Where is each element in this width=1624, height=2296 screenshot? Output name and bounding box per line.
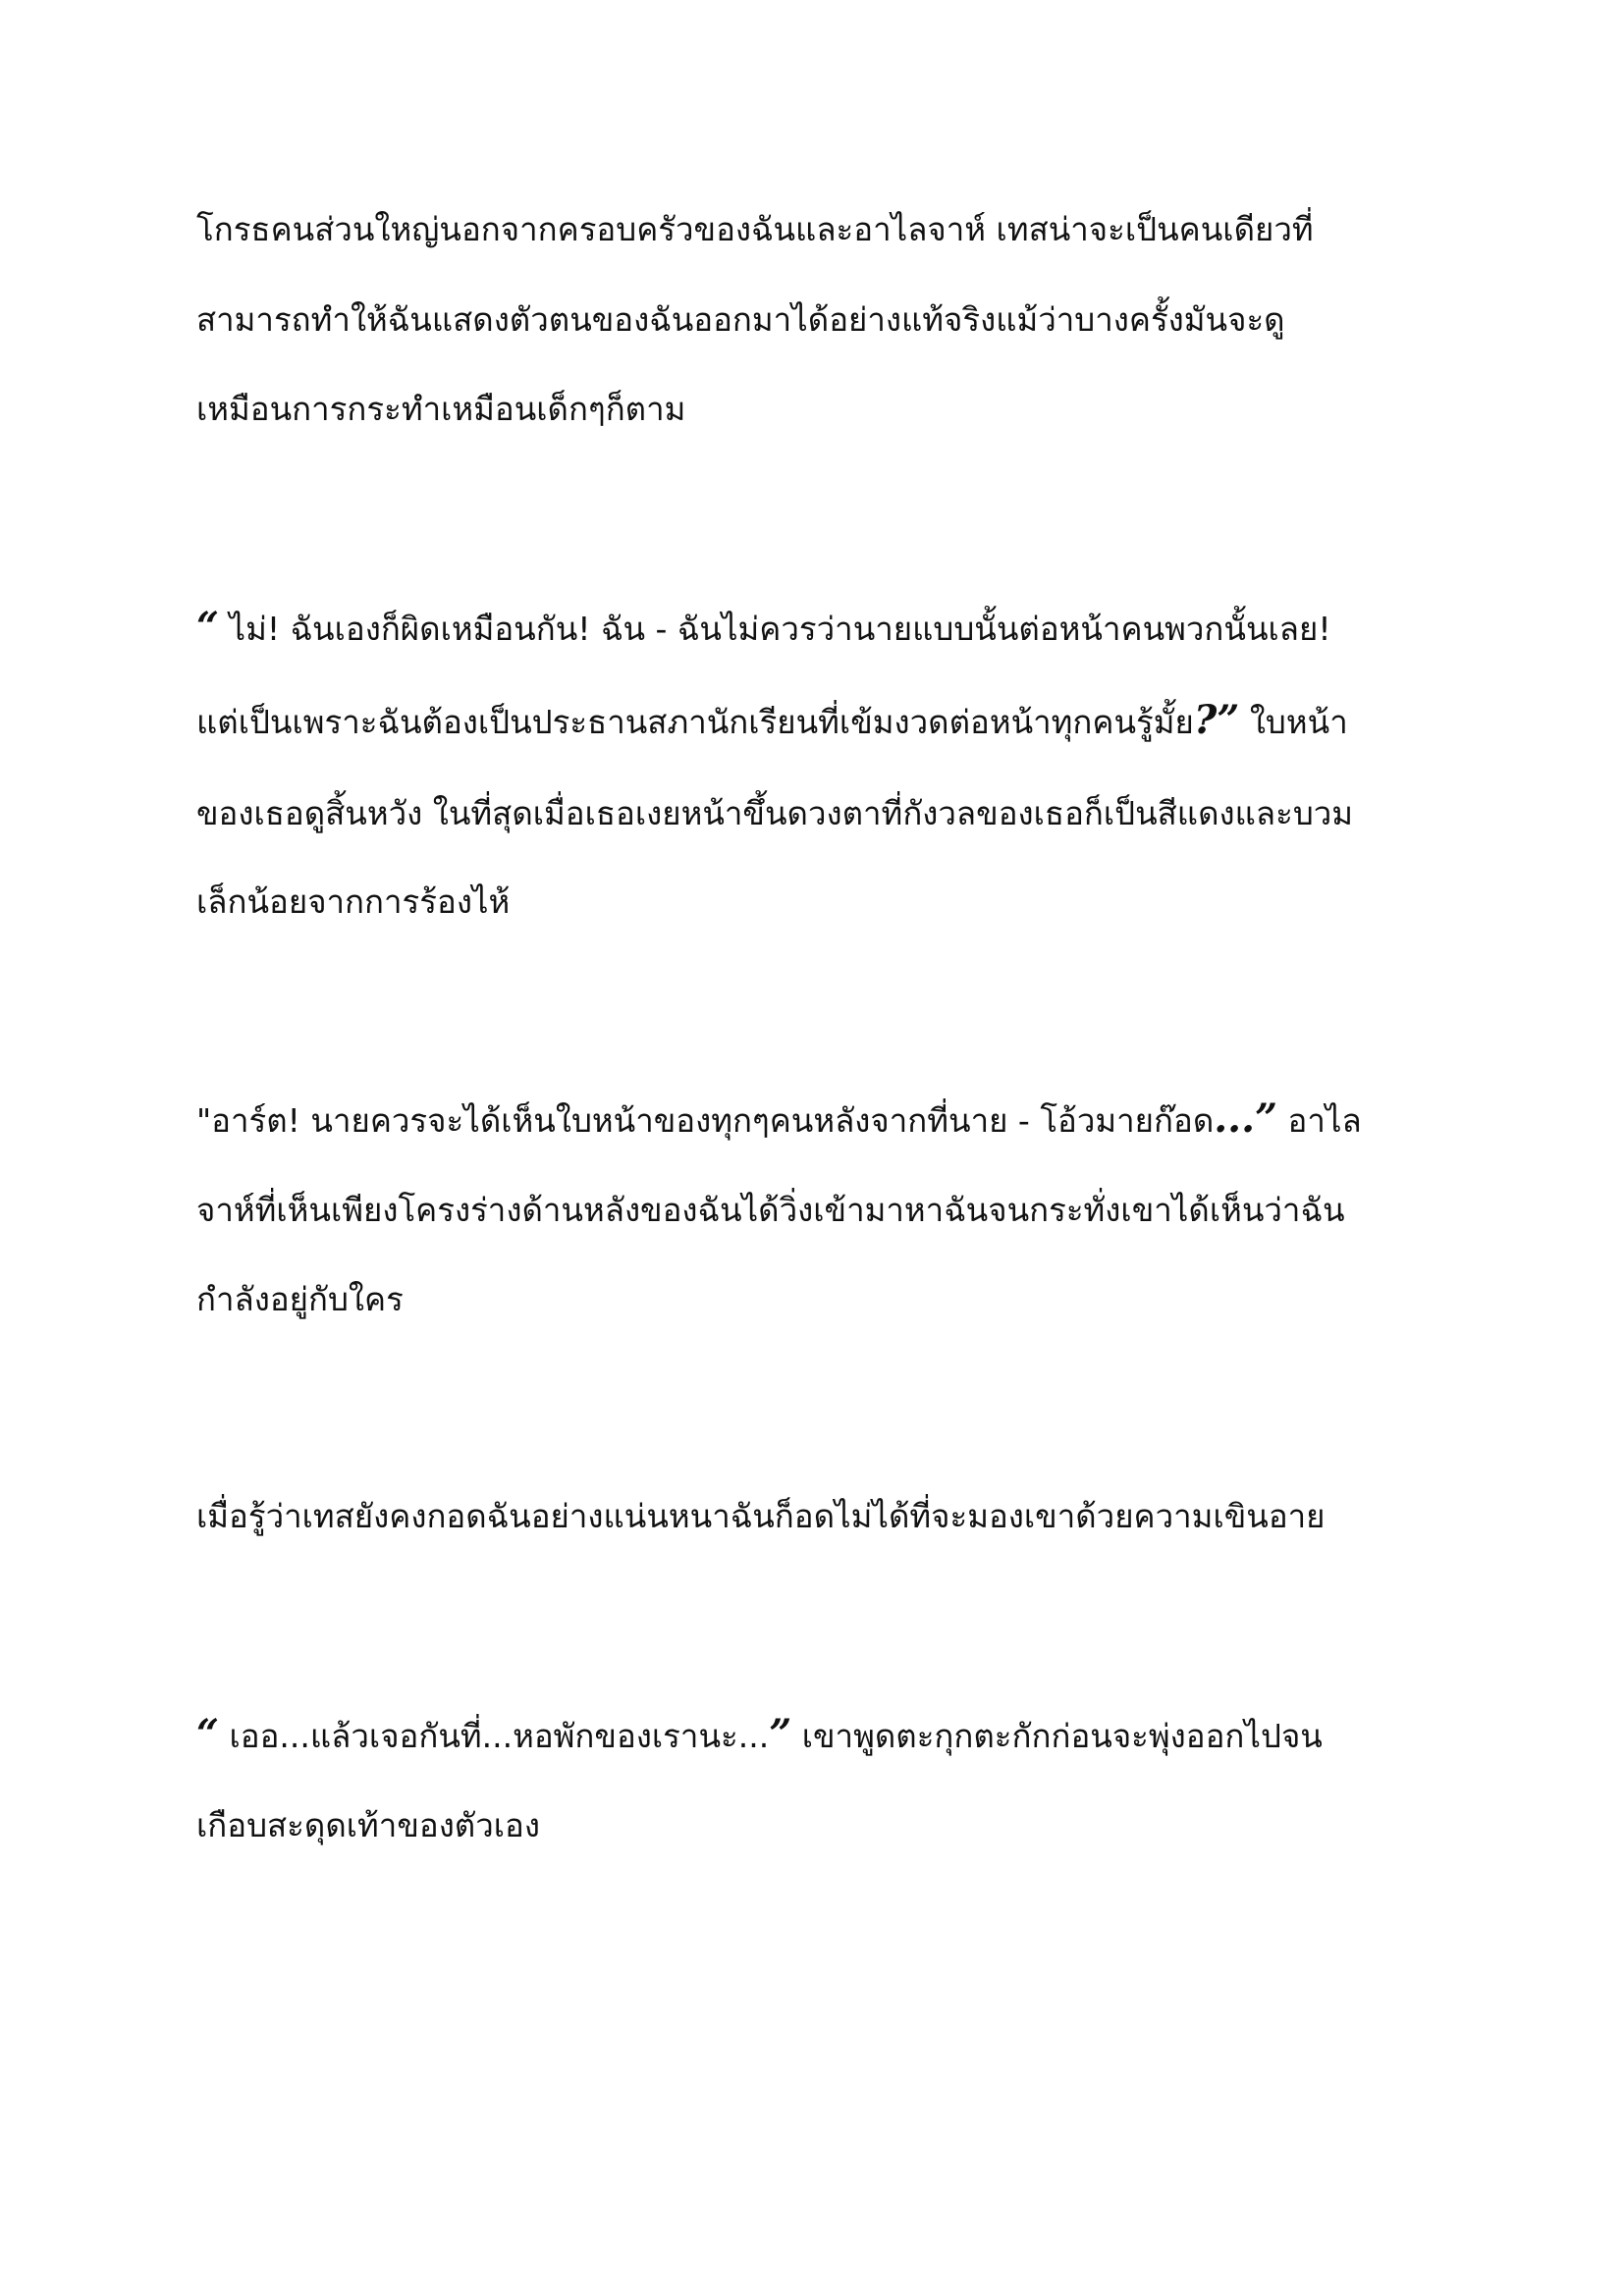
close-quote-mark: ?” (1193, 697, 1240, 743)
paragraph-2-line-2 (196, 699, 1463, 744)
open-quote-mark: “ (196, 1711, 220, 1757)
close-quote-mark: ” (769, 1711, 792, 1757)
paragraph-1-line-2: สามารถทำให้ฉันแสดงตัวตนของฉันออกมาได้อย่างแท้จริงแม้ว่าบางครั้งมันจะดู (196, 300, 1285, 339)
paragraph-4-line-1: เมื่อรู้ว่าเทสยังคงกอดฉันอย่างแน่นหนาฉันก็อดไม่ได้ที่จะมองเขาด้วยความเขินอาย (196, 1497, 1326, 1535)
paragraph-1-line-3: เหมือนการกระทำเหมือนเด็กๆก็ตาม (196, 390, 686, 428)
paragraph-5-line-2: เกือบสะดุดเท้าของตัวเอง (196, 1806, 540, 1844)
paragraph-2-line-2-text: แต่เป็นเพราะฉันต้องเป็นประธานสภานักเรียนที่เข้มงวดต่อหน้าทุกคนรู้มั้ย (196, 703, 1194, 741)
paragraph-3-line-1 (196, 1097, 1463, 1143)
paragraph-2-line-3: ของเธอดูสิ้นหวัง ในที่สุดเมื่อเธอเงยหน้าขึ้นดวงตาที่กังวลของเธอก็เป็นสีแดงและบวม (196, 794, 1354, 832)
paragraph-3-line-2: จาห์ที่เห็นเพียงโครงร่างด้านหลังของฉันได้วิ่งเข้ามาหาฉันจนกระทั่งเขาได้เห็นว่าฉัน (196, 1191, 1345, 1229)
paragraph-5-line-1-tail: เขาพูดตะกุกตะกักก่อนจะพุ่งออกไปจน (791, 1717, 1323, 1755)
paragraph-2-line-4: เล็กน้อยจากการร้องไห้ (196, 882, 511, 921)
paragraph-3-line-3: กำลังอยู่กับใคร (196, 1280, 404, 1318)
paragraph-5-line-1 (196, 1713, 1463, 1758)
paragraph-2-line-2-tail: ใบหน้า (1239, 703, 1348, 741)
paragraph-3-line-1-text: "อาร์ต! นายควรจะได้เห็นใบหน้าของทุกๆคนหลังจากที่นาย - โอ้วมายก๊อด (196, 1101, 1215, 1140)
open-quote-mark: “ (196, 604, 220, 650)
paragraph-2-line-1 (196, 606, 1463, 651)
paragraph-2-line-1-text: ไม่! ฉันเองก็ผิดเหมือนกัน! ฉัน - ฉันไม่ควรว่านายแบบนั้นต่อหน้าคนพวกนั้นเลย! (219, 610, 1331, 648)
paragraph-3-line-1-tail: อาไล (1277, 1101, 1362, 1140)
paragraph-1-line-1: โกรธคนส่วนใหญ่นอกจากครอบครัวของฉันและอาไลจาห์ เทสน่าจะเป็นคนเดียวที่ (196, 210, 1314, 248)
paragraph-5-line-1-text: เออ...แล้วเจอกันที่...หอพักของเรานะ... (219, 1717, 770, 1755)
ellipsis-close-quote-mark: ...” (1214, 1095, 1278, 1142)
